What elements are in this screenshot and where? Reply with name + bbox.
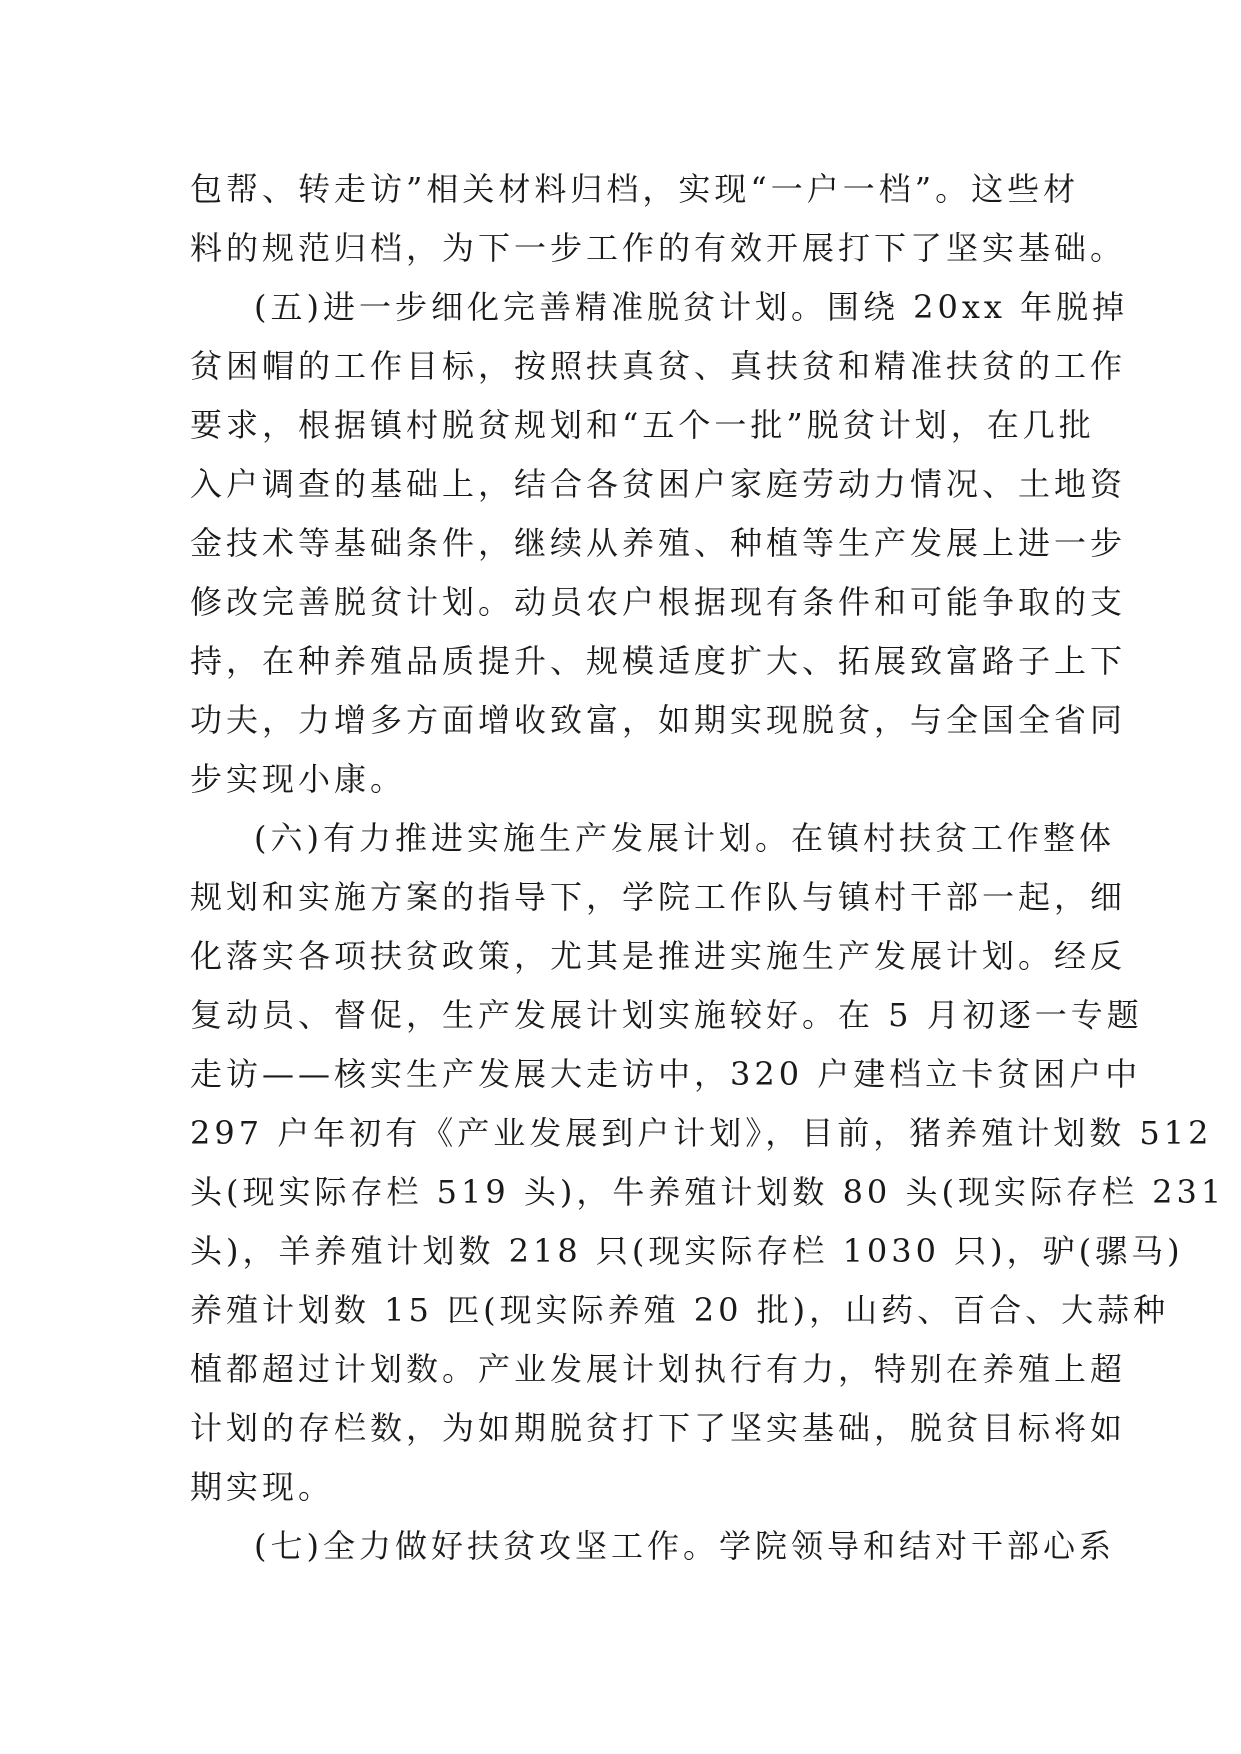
section-5-heading-line: (五)进一步细化完善精准脱贫计划。围绕 20xx 年脱掉 [254, 288, 1129, 326]
text-line: 功夫，力增多方面增收致富，如期实现脱贫，与全国全省同 [190, 701, 1127, 739]
text-line: 贫困帽的工作目标，按照扶真贫、真扶贫和精准扶贫的工作 [190, 347, 1127, 385]
text-line: 料的规范归档，为下一步工作的有效开展打下了坚实基础。 [190, 229, 1127, 267]
text-line: 头)，羊养殖计划数 218 只(现实际存栏 1030 只)，驴(骡马) [190, 1232, 1184, 1270]
text-line: 植都超过计划数。产业发展计划执行有力，特别在养殖上超 [190, 1350, 1127, 1388]
text-line: 复动员、督促，生产发展计划实施较好。在 5 月初逐一专题 [190, 996, 1143, 1034]
text-line: 入户调查的基础上，结合各贫困户家庭劳动力情况、土地资 [190, 465, 1127, 503]
text-line: 养殖计划数 15 匹(现实际养殖 20 批)，山药、百合、大蒜种 [190, 1291, 1170, 1329]
text-line: 走访——核实生产发展大走访中，320 户建档立卡贫困户中 [190, 1055, 1142, 1093]
text-line: 计划的存栏数，为如期脱贫打下了坚实基础，脱贫目标将如 [190, 1409, 1127, 1447]
section-6-heading-line: (六)有力推进实施生产发展计划。在镇村扶贫工作整体 [254, 819, 1115, 857]
text-line: 规划和实施方案的指导下，学院工作队与镇村干部一起，细 [190, 878, 1127, 916]
text-line: 297 户年初有《产业发展到户计划》，目前，猪养殖计划数 512 [190, 1114, 1213, 1152]
text-line: 包帮、转走访”相关材料归档，实现“一户一档”。这些材 [190, 170, 1080, 208]
text-line: 头(现实际存栏 519 头)，牛养殖计划数 80 头(现实际存栏 231 [190, 1173, 1226, 1211]
text-line: 步实现小康。 [190, 760, 407, 798]
text-line: 要求，根据镇村脱贫规划和“五个一批”脱贫计划，在几批 [190, 406, 1095, 444]
text-line: 持，在种养殖品质提升、规模适度扩大、拓展致富路子上下 [190, 642, 1127, 680]
text-line: 金技术等基础条件，继续从养殖、种植等生产发展上进一步 [190, 524, 1127, 562]
body-text [190, 160, 1226, 1576]
section-7-heading-line: (七)全力做好扶贫攻坚工作。学院领导和结对干部心系 [254, 1527, 1115, 1565]
text-line: 化落实各项扶贫政策，尤其是推进实施生产发展计划。经反 [190, 937, 1127, 975]
text-line: 期实现。 [190, 1468, 335, 1506]
text-line: 修改完善脱贫计划。动员农户根据现有条件和可能争取的支 [190, 583, 1127, 621]
